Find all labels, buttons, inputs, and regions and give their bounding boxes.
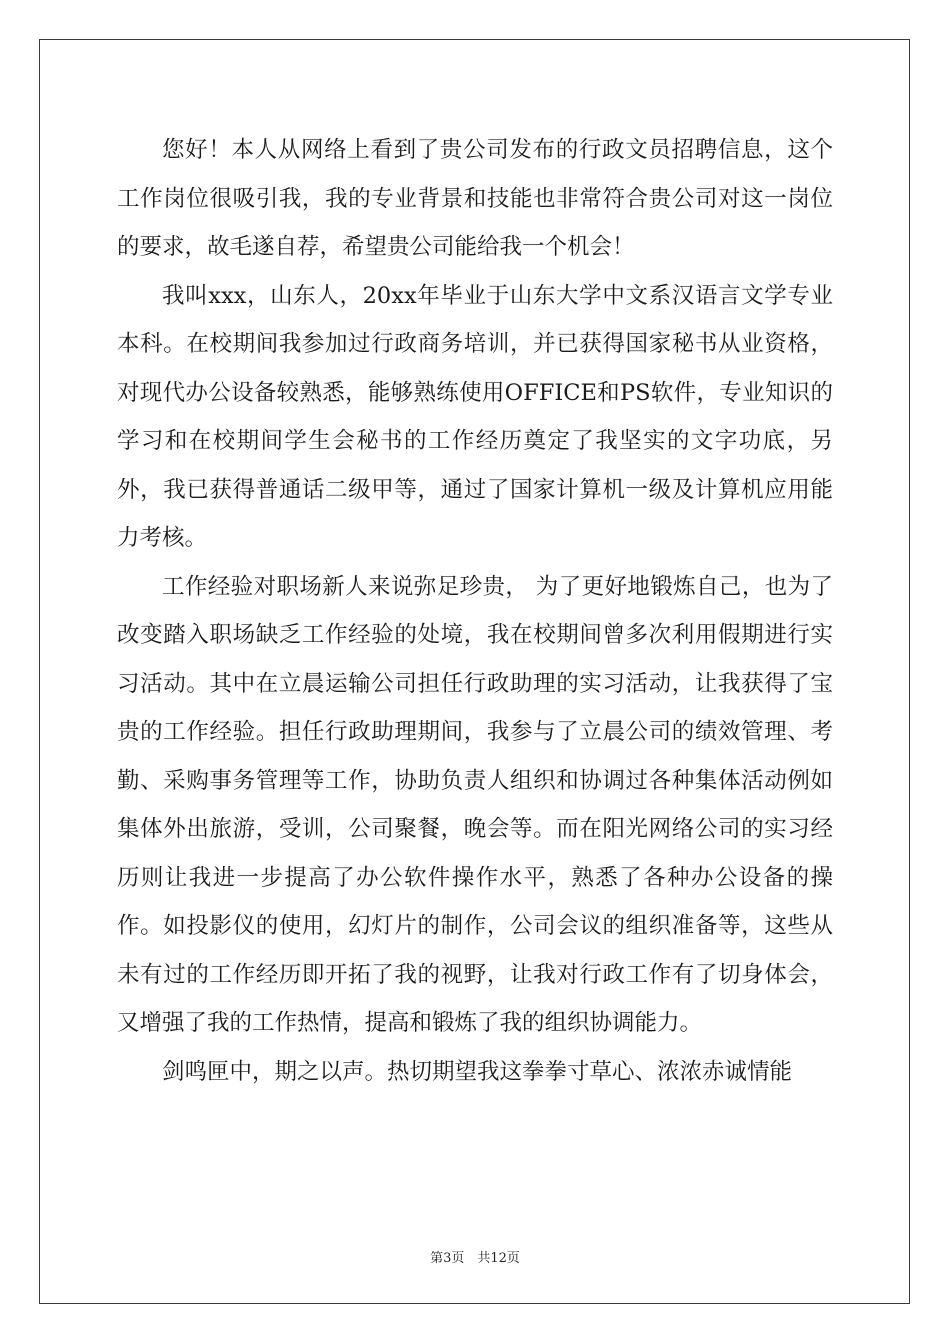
paragraph-closing: 剑鸣匣中，期之以声。热切期望我这拳拳寸草心、浓浓赤诚情能 (162, 1058, 793, 1085)
page-number-footer: 第3页 共12页 (430, 1251, 520, 1266)
paragraph-experience: 工作经验对职场新人来说弥足珍贵， 为了更好地锻炼自己，也为了改变踏入职场缺乏工作经验的处境，我在校期间曾多次利用假期进行实习活动。其中在立晨运输公司担任行政助理的实习活动，让我获得了宝贵的工作经验。担任行政助理期间，我参与了立晨公司的绩效管理、考勤、采购事务管理等工作，协助负责人组织和协调过各种集体活动例如集体外出旅游，受训，公司聚餐，晚会等。而在阳光网络公司的实习经历则让我进一步提高了办公软件操作水平，熟悉了各种办公设备的操作。如投影仪的使用，幻灯片的制作，公司会议的组织准备等，这些从未有过的工作经历即开拓了我的视野，让我对行政工作有了切身体会，又增强了我的工作热情，提高和锻炼了我的组织协调能力。 (117, 573, 833, 1036)
paragraph-background: 我叫xxx，山东人，20xx年毕业于山东大学中文系汉语言文学专业本科。在校期间我参加过行政商务培训，并已获得国家秘书从业资格，对现代办公设备较熟悉，能够熟练使用OFFICE和PS软件，专业知识的学习和在校期间学生会秘书的工作经历奠定了我坚实的文字功底，另外，我已获得普通话二级甲等，通过了国家计算机一级及计算机应用能力考核。 (117, 282, 833, 551)
document-body (117, 126, 833, 1096)
paragraph-greeting: 您好！本人从网络上看到了贵公司发布的行政文员招聘信息，这个工作岗位很吸引我，我的专业背景和技能也非常符合贵公司对这一岗位的要求，故毛遂自荐，希望贵公司能给我一个机会！ (117, 137, 833, 260)
